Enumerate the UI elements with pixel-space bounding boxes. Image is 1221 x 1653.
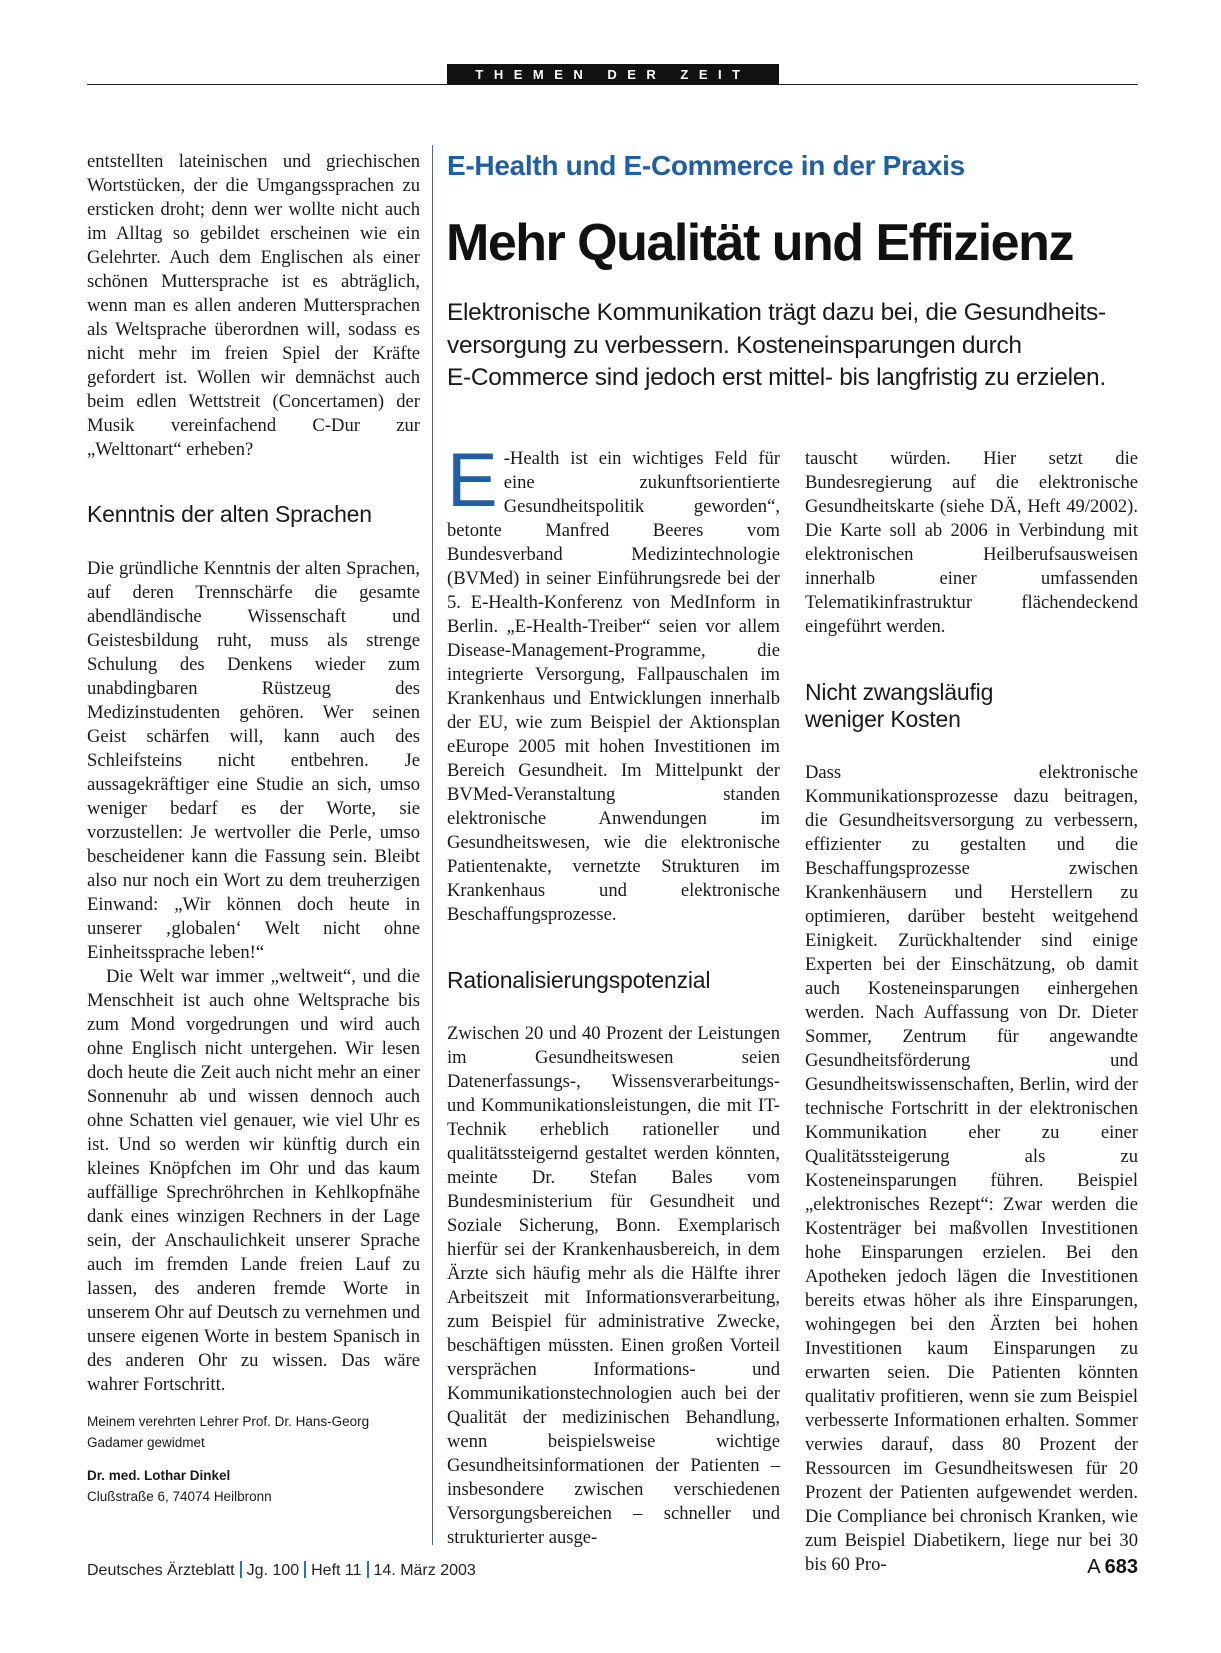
col3-subheading-line: weniger Kosten (805, 706, 961, 732)
col3-subheading-line: Nicht zwangsläufig (805, 679, 994, 705)
page-number (1087, 1556, 1138, 1579)
col2-paragraph-2: Zwischen 20 und 40 Prozent der Leistungen im Gesundheitswesen seien Datenerfassungs-, Wissensverarbeitungs- und Kommunikationsleistungen, die mit IT-Technik erheblich rationeller und qualitätssteigernd gestaltet werden könnten, meinte Dr. Stefan Bales vom Bundesministerium für Gesundheit und Soziale Sicherung, Bonn. Exemplarisch hierfür sei der Krankenhausbereich, in dem Ärzte sich häufig mehr als die Hälfte ihrer Arbeitszeit mit Informationsverarbeitung, zum Beispiel für administrative Zwecke, beschäftigen müssten. Einen großen Vorteil versprächen Informations- und Kommunikationstechnologien auch bei der Qualität der medizinischen Behandlung, wenn beispielsweise wichtige Gesundheitsinformationen der Patienten – insbesondere zwischen verschiedenen Versorgungsbereichen – schneller und strukturierter ausge- (447, 1023, 780, 1548)
page-prefix: A (1087, 1556, 1101, 1578)
col1-paragraph-1: entstellten lateinischen und griechischen Wortstücken, der die Umgangssprachen zu ersticken droht; denn wer wollte nicht auch im Alltag so gebildet erscheinen wie ein Gelehrter. Auch dem Englischen als einer schönen Muttersprache ist es abträglich, wenn man es allen anderen Muttersprachen als Weltsprache überordnen will, sodass es nicht mehr im freien Spiel der Kräfte gefordert ist. Wollen wir demnächst auch beim edlen Wettstreit (Concertamen) der Musik vereinfachend C-Dur zur „Welttonart“ erheben? (87, 151, 420, 460)
col1-paragraph-3: Die Welt war immer „weltweit“, und die Menschheit ist auch ohne Weltsprache bis zum Mond vorgedrungen und wird auch ohne Englisch nicht untergehen. Wir lesen doch heute die Zeit auch nicht mehr an einer Sonnenuhr ab und wissen dennoch auch ohne Schatten viel genauer, wie viel Uhr es ist. Und so werden wir künftig durch ein kleines Knöpfchen im Ohr und das kaum auffällige Sprechröhrchen in Kehlkopfnähe dank eines winzigen Rechners in der Lage sein, der Anschaulichkeit unserer Sprache auch im fremden Lande freien Lauf zu lassen, des anderen fremde Worte in unserem Ohr auf Deutsch zu vernehmen und unsere eigenen Worte in bestem Spanisch in des anderen Ohr zu wissen. Das wäre wahrer Fortschritt. (87, 966, 420, 1395)
col3-paragraph-2: Dass elektronische Kommunikationsprozesse dazu beitragen, die Gesundheitsversorgung zu verbessern, effizienter zu gestalten und die Beschaffungsprozesse zwischen Krankenhäusern und Herstellern zu optimieren, darüber besteht weitgehend Einigkeit. Zurückhaltender sind einige Experten bei der Einschätzung, ob damit auch Kosteneinsparungen einhergehen werden. Nach Auffassung von Dr. Dieter Sommer, Zentrum für angewandte Gesundheitsförderung und Gesundheitswissenschaften, Berlin, wird der technische Fortschritt in der elektronischen Kommunikation eher zu einer Qualitätssteigerung als zu Kosteneinsparungen führen. Beispiel „elektronisches Rezept“: Zwar werden die Kostenträger bei maßvollen Investitionen hohe Einsparungen erzielen. Bei den Apotheken jedoch lägen die Investitionen bereits etwas höher als ihre Einsparungen, wohingegen bei den Ärzten bei hohen Investitionen kaum Einsparungen zu erwarten seien. Die Patienten könnten qualitativ profitieren, wenn sie zum Beispiel verbesserte Informationen erhalten. Sommer verwies darauf, dass 80 Prozent der Ressourcen im Gesundheitswesen für 20 Prozent der Patienten aufgewendet werden. Die Compliance bei chronisch Kranken, wie zum Beispiel Diabetikern, liege nur bei 30 bis 60 Pro- (805, 762, 1138, 1575)
footer-separator (240, 1561, 242, 1578)
footer-separator (367, 1561, 369, 1578)
column-divider (432, 145, 433, 1545)
lead-line: versorgung zu verbessern. Kosteneinsparungen durch (447, 331, 1022, 359)
journal-date: 14. März 2003 (373, 1562, 476, 1579)
col2-paragraph-1-text: -Health ist ein wichtiges Feld für eine zukunftsorientierte Gesundheitspolitik geworden“, betonte Manfred Beeres vom Bundesverband Medizintechnologie (BVMed) in seiner Einführungsrede bei der 5. E-Health-Konferenz von MedInform in Berlin. „E-Health-Treiber“ seien vor allem Disease-Management-Programme, die integrierte Versorgung, Fallpauschalen im Krankenhaus und Entwicklungen innerhalb der EU, wie zum Beispiel der Aktionsplan eEurope 2005 mit hohen Investitionen im Bereich Gesundheit. Im Mittelpunkt der BVMed-Veranstaltung standen elektronische Anwendungen im Gesundheitswesen, wie die elektronische Patientenakte, vernetzte Strukturen im Krankenhaus und elektronische Beschaffungsprozesse. (447, 448, 780, 925)
col2-paragraph-1 (447, 438, 780, 927)
journal-volume: Jg. 100 (246, 1562, 300, 1579)
journal-issue: Heft 11 (311, 1562, 362, 1579)
lead-line: Elektronische Kommunikation trägt dazu bei, die Gesundheits- (447, 299, 1106, 326)
col3-paragraph-1: tauscht würden. Hier setzt die Bundesregierung auf die elektronische Gesundheitskarte (siehe DÄ, Heft 49/2002). Die Karte soll ab 2006 in Verbindung mit elektronischen Heilberufsausweisen innerhalb einer umfassenden Telematikinfrastruktur flächendeckend eingeführt werden. (805, 448, 1138, 637)
article-kicker: E-Health und E-Commerce in der Praxis (447, 150, 965, 181)
drop-cap: E (447, 438, 498, 523)
col3-subheading (805, 679, 1138, 733)
dedication-note: Meinem verehrten Lehrer Prof. Dr. Hans-Georg Gadamer gewidmet (87, 1414, 370, 1450)
column-1 (87, 150, 420, 1507)
footer-citation (87, 1561, 476, 1580)
col1-paragraph-2: Die gründliche Kenntnis der alten Sprachen, auf deren Trennschärfe die gesamte abendländische Wissenschaft und Geistesbildung ruht, muss als strenge Schulung des Denkens wieder zum unabdingbaren Rüstzeug des Medizinstudenten gehören. Wer seinen Geist schärfen will, kann auch des Schleifsteins nicht entbehren. Je aussagekräftiger eine Studie an sich, umso weniger bedarf es der Worte, sie vorzustellen: Je wertvoller die Perle, umso bescheidener kann die Fassung sein. Bleibt also nur noch ein Wort zu dem treuherzigen Einwand: „Wir können doch heute in unserer ‚globalen‘ Welt nicht ohne Einheitssprache leben!“ (87, 558, 420, 963)
lead-line: E-Commerce sind jedoch erst mittel- bis langfristig zu erzielen. (447, 364, 1106, 391)
page-number-value: 683 (1104, 1556, 1138, 1578)
column-3 (805, 447, 1138, 1577)
author-name: Dr. med. Lothar Dinkel (87, 1468, 231, 1483)
column-2 (447, 438, 780, 1550)
article-lead (447, 297, 1147, 395)
author-block (87, 1465, 420, 1507)
col1-subheading: Kenntnis der alten Sprachen (87, 501, 372, 527)
footer-separator (304, 1561, 306, 1578)
journal-name: Deutsches Ärzteblatt (87, 1562, 235, 1579)
section-banner: THEMEN DER ZEIT (447, 64, 779, 85)
author-address: Clußstraße 6, 74074 Heilbronn (87, 1489, 272, 1504)
col2-subheading: Rationalisierungspotenzial (447, 967, 711, 993)
article-title: Mehr Qualität und Effizienz (446, 214, 1073, 272)
